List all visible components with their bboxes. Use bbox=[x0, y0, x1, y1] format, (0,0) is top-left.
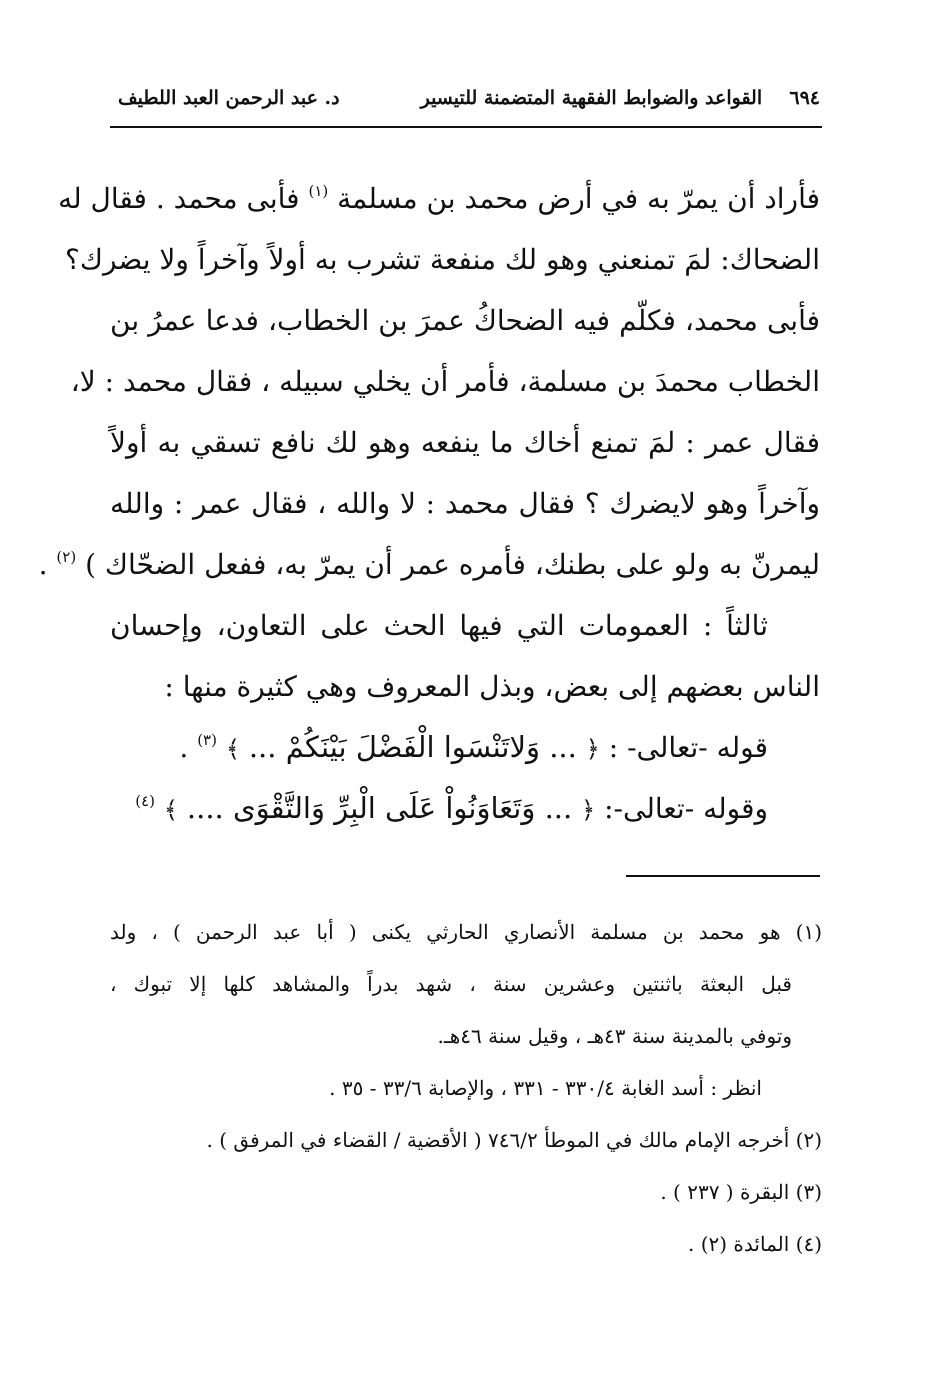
footnote-1-line-4: انظر : أسد الغابة ٣٣٠/٤ - ٣٣١ ، والإصابة ٣٣/٦ - ٣٥ . bbox=[329, 1076, 762, 1100]
text-line-1-part-2: فأبى محمد . فقال له bbox=[58, 182, 300, 215]
text-line-7 bbox=[38, 534, 820, 595]
text-line-3: فأبى محمد، فكلّم فيه الضحاكُ عمرَ بن الخطاب، فدعا عمرُ بن bbox=[110, 304, 820, 337]
footnote-4: (٤) المائدة (٢) . bbox=[687, 1232, 822, 1256]
footnotes bbox=[110, 906, 822, 1270]
text-line-8: ثالثاً : العمومات التي فيها الحث على التعاون، وإحسان bbox=[110, 609, 768, 642]
footnote-ref-1[interactable]: (١) bbox=[308, 182, 329, 200]
footnote-ref-3[interactable]: (٣) bbox=[197, 731, 217, 749]
header-rule bbox=[110, 126, 822, 128]
text-line-2: الضحاك: لمَ تمنعني وهو لك منفعة تشرب به أولاً وآخراً ولا يضرك؟ bbox=[65, 243, 820, 276]
text-line-1-part-1: فأراد أن يمرّ به في أرض محمد بن مسلمة bbox=[337, 182, 820, 215]
ornate-bracket-close-icon: ﴾ bbox=[225, 735, 240, 763]
text-line-4: الخطاب محمدَ بن مسلمة، فأمر أن يخلي سبيله ، فقال محمد : لا، bbox=[70, 365, 820, 398]
ornate-bracket-close-icon: ﴾ bbox=[163, 796, 178, 824]
footnote-1-line-3: وتوفي بالمدينة سنة ٤٣هـ ، وقيل سنة ٤٦هـ. bbox=[437, 1024, 792, 1048]
header-left-group bbox=[118, 87, 340, 109]
verse-line-2 bbox=[110, 778, 820, 839]
running-header bbox=[118, 78, 820, 118]
text-line-7-part-1: ليمرنّ به ولو على بطنك، فأمره عمر أن يمرّ به، ففعل الضحّاك ) bbox=[85, 548, 820, 581]
text-line-9: الناس بعضهم إلى بعض، وبذل المعروف وهي كثيرة منها : bbox=[164, 670, 820, 703]
verse-2-intro: وقوله -تعالى-: bbox=[604, 792, 768, 825]
text-line-7-part-2: . bbox=[38, 548, 48, 581]
verse-line-1 bbox=[110, 717, 820, 778]
footnote-ref-2[interactable]: (٢) bbox=[56, 548, 77, 566]
verse-1-end: . bbox=[179, 731, 189, 764]
header-right-group bbox=[421, 87, 820, 109]
main-text bbox=[38, 168, 820, 839]
text-line-6: وآخراً وهو لايضرك ؟ فقال محمد : لا والله ، فقال عمر : والله bbox=[110, 487, 820, 520]
ornate-bracket-open-icon: ﴿ bbox=[585, 735, 600, 763]
text-line-1 bbox=[58, 168, 820, 229]
author-name: د. عبد الرحمن العبد اللطيف bbox=[118, 87, 340, 109]
ornate-bracket-open-icon: ﴿ bbox=[581, 796, 596, 824]
footnote-3: (٣) البقرة ( ٢٣٧ ) . bbox=[660, 1180, 822, 1204]
verse-1-intro: قوله -تعالى- : bbox=[608, 731, 768, 764]
text-line-5: فقال عمر : لمَ تمنع أخاك ما ينفعه وهو لك نافع تسقي به أولاً bbox=[110, 426, 820, 459]
book-title: القواعد والضوابط الفقهية المتضمنة للتيسير bbox=[420, 87, 763, 109]
verse-2-text: ... وَتَعَاوَنُواْ عَلَى الْبِرِّ وَالتَّقْوَى .... bbox=[186, 791, 573, 825]
page-number: ٦٩٤ bbox=[789, 87, 820, 109]
footnote-ref-4[interactable]: (٤) bbox=[135, 792, 156, 810]
verse-1-text: ... وَلاتَنْسَوا الْفَضْلَ بَيْنَكُمْ ... bbox=[248, 730, 577, 764]
footnote-1-line-2: قبل البعثة باثنتين وعشرين سنة ، شهد بدراً والمشاهد كلها إلا تبوك ، bbox=[110, 972, 792, 996]
footnote-separator bbox=[626, 875, 820, 877]
footnote-1-line-1: (١) هو محمد بن مسلمة الأنصاري الحارثي يكنى ( أبا عبد الرحمن ) ، ولد bbox=[110, 920, 822, 944]
footnote-2: (٢) أخرجه الإمام مالك في الموطأ ٧٤٦/٢ ( الأقضية / القضاء في المرفق ) . bbox=[206, 1128, 822, 1152]
